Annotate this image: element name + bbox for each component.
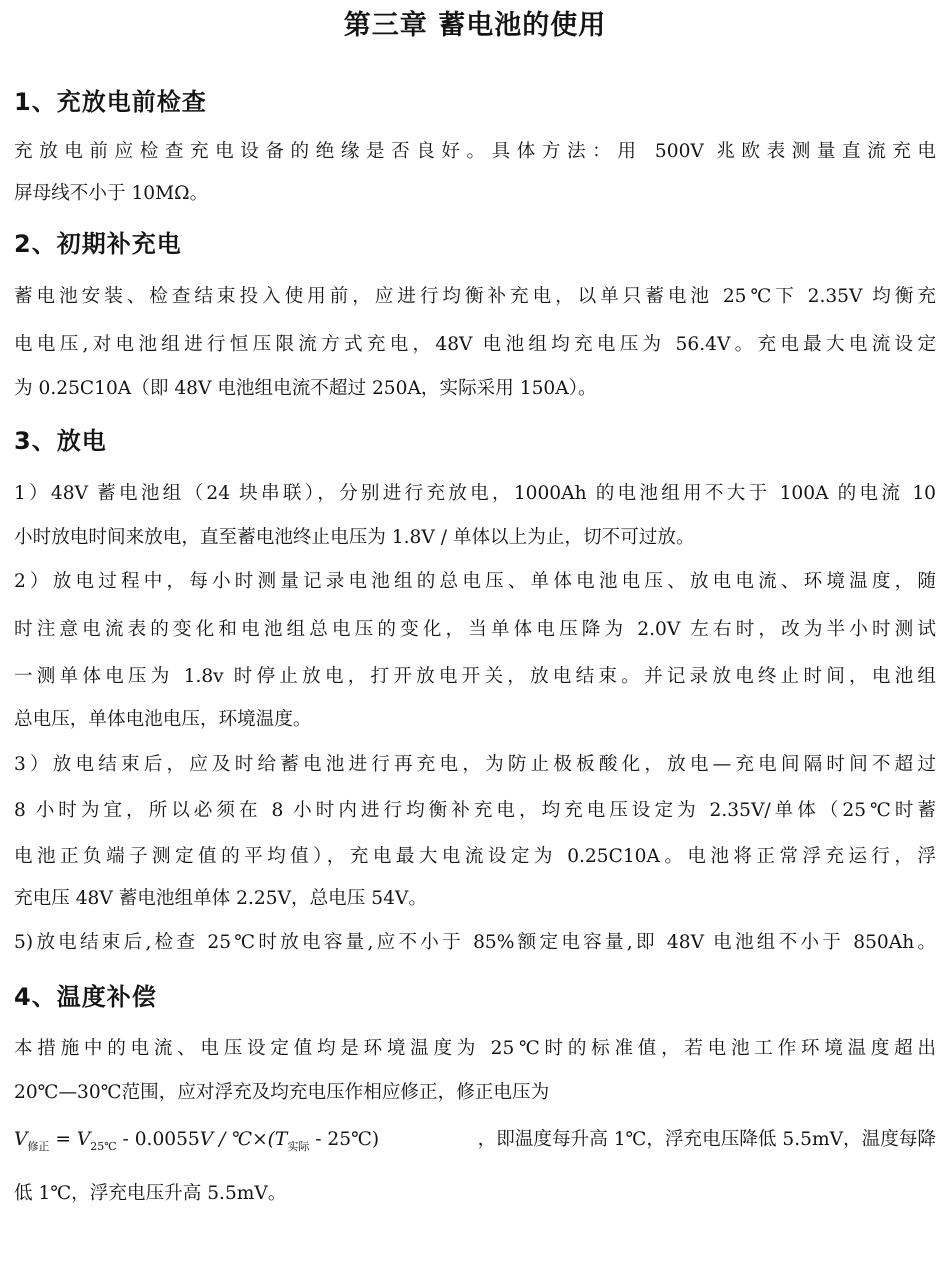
list-item-line: 8 小时为宜，所以必须在 8 小时内进行均衡补充电，均充电压设定为 2.35V/单体（25℃时蓄 <box>14 800 936 821</box>
formula-line <box>14 1126 936 1161</box>
list-item-line: 总电压，单体电池电压，环境温度。 <box>14 709 312 730</box>
paragraph-line: 20℃—30℃范围，应对浮充及均充电压作相应修正，修正电压为 <box>14 1082 550 1103</box>
list-item-line: 5)放电结束后,检查 25℃时放电容量,应不小于 85%额定电容量,即 48V 电池组不小于 850Ah。 <box>14 932 936 953</box>
list-item-line: 充电压 48V 蓄电池组单体 2.25V，总电压 54V。 <box>14 888 427 909</box>
list-item-line: 时注意电流表的变化和电池组总电压的变化，当单体电压降为 2.0V 左右时，改为半小时测试 <box>14 619 936 640</box>
paragraph-line: 本措施中的电流、电压设定值均是环境温度为 25℃时的标准值，若电池工作环境温度超出 <box>14 1038 936 1059</box>
paragraph-line: 电电压,对电池组进行恒压限流方式充电，48V 电池组均充电压为 56.4V。充电最大电流设定 <box>14 334 936 355</box>
correction-formula: $V_{修正} = V_{25℃} - 0.0055V$ / $℃\times(T_{实际}$ - 25℃) <box>14 1129 380 1153</box>
list-item-line: 1）48V 蓄电池组（24 块串联），分别进行充放电，1000Ah 的电池组用不大于 100A 的电流 10 <box>14 483 936 504</box>
page-title: 第三章 蓄电池的使用 <box>343 10 607 41</box>
section-heading-discharge: 3、放电 <box>14 427 107 455</box>
list-item-line: 2）放电过程中，每小时测量记录电池组的总电压、单体电池电压、放电电流、环境温度，随 <box>14 571 936 592</box>
section-heading-precheck: 1、充放电前检查 <box>14 88 207 116</box>
formula-tail-text: ，即温度每升高 1℃，浮充电压降低 5.5mV，温度每降 <box>477 1129 936 1150</box>
list-item-line: 电池正负端子测定值的平均值），充电最大电流设定为 0.25C10A。电池将正常浮充运行，浮 <box>14 846 936 867</box>
paragraph-line: 充放电前应检查充电设备的绝缘是否良好。具体方法：用 500V 兆欧表测量直流充电 <box>14 141 936 162</box>
paragraph-line: 屏母线不小于 10MΩ。 <box>14 183 209 204</box>
list-item-line: 3）放电结束后，应及时给蓄电池进行再充电，为防止极板酸化，放电—充电间隔时间不超过 <box>14 754 936 775</box>
section-heading-temperature-compensation: 4、温度补偿 <box>14 983 157 1011</box>
paragraph-line: 为 0.25C10A（即 48V 电池组电流不超过 250A，实际采用 150A）。 <box>14 378 597 399</box>
list-item-line: 小时放电时间来放电，直至蓄电池终止电压为 1.8V / 单体以上为止，切不可过放。 <box>14 527 695 548</box>
paragraph-line: 蓄电池安装、检查结束投入使用前，应进行均衡补充电，以单只蓄电池 25℃下 2.35V 均衡充 <box>14 286 936 307</box>
section-heading-initial-charge: 2、初期补充电 <box>14 230 182 258</box>
list-item-line: 一测单体电压为 1.8v 时停止放电，打开放电开关，放电结束。并记录放电终止时间，电池组 <box>14 666 936 687</box>
paragraph-line: 低 1℃，浮充电压升高 5.5mV。 <box>14 1183 287 1204</box>
